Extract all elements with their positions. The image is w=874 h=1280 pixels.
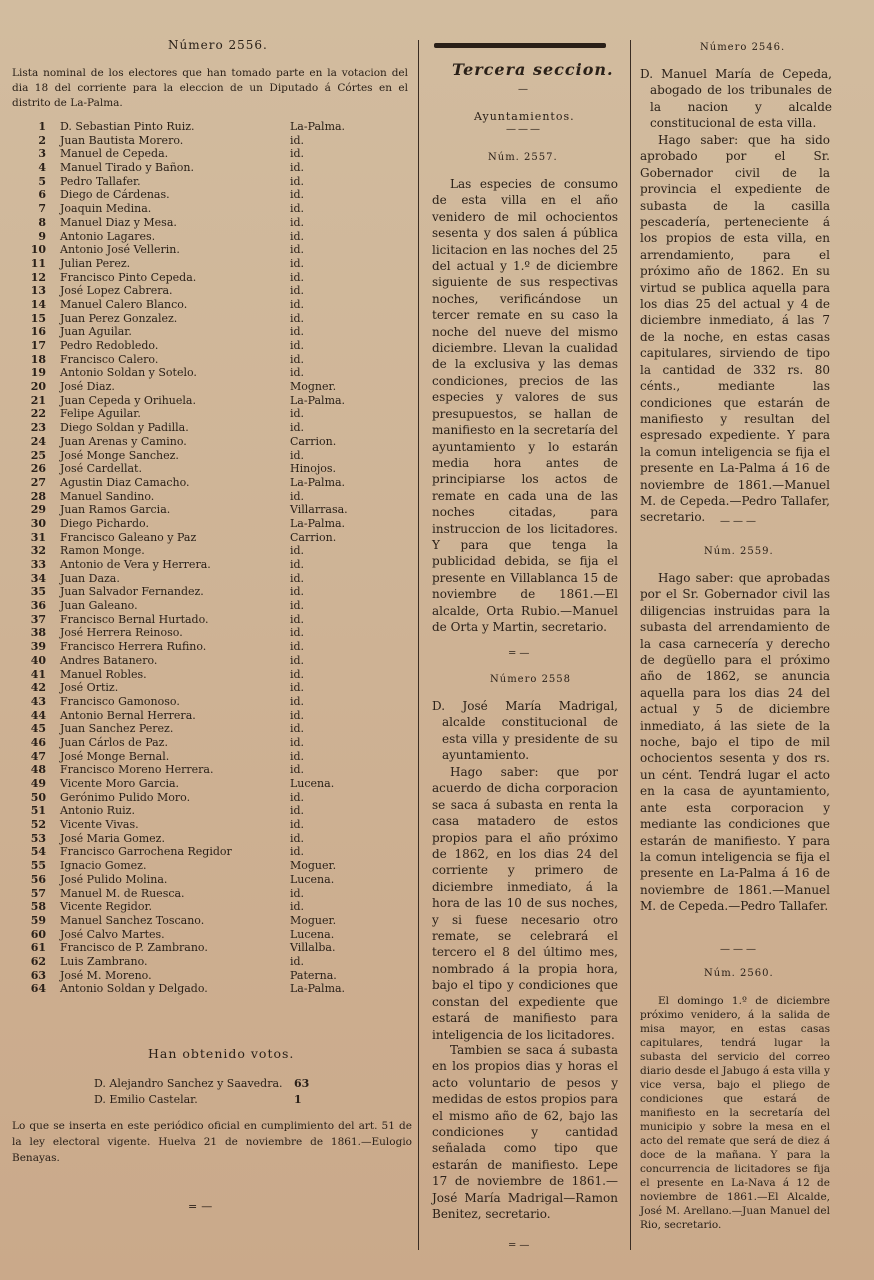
voter-place: La-Palma. (290, 982, 346, 996)
voter-row (8, 134, 368, 148)
voter-row (8, 175, 368, 189)
voter-row (8, 476, 368, 490)
voter-number: 29 (30, 503, 46, 517)
voter-number: 46 (30, 735, 46, 749)
ornament: =— (188, 1200, 217, 1213)
voter-place: id. (290, 243, 305, 257)
voter-row (8, 366, 368, 380)
voter-place: Mogner. (290, 380, 337, 394)
voter-name: Francisco de P. Zambrano. (60, 941, 208, 955)
voter-number: 63 (30, 968, 46, 982)
voter-row (8, 900, 368, 914)
voter-place: id. (290, 448, 305, 462)
voter-number: 56 (30, 872, 46, 886)
voter-row (8, 407, 368, 421)
voter-place: id. (290, 544, 305, 558)
voter-place: id. (290, 749, 305, 763)
voter-row (8, 161, 368, 175)
voter-row (8, 544, 368, 558)
voter-place: id. (290, 612, 305, 626)
voter-number: 3 (38, 147, 46, 161)
voter-place: id. (290, 708, 305, 722)
voter-place: id. (290, 585, 305, 599)
voter-row (8, 859, 368, 873)
voter-name: Juan Daza. (60, 571, 120, 585)
voter-row (8, 832, 368, 846)
voter-row (8, 887, 368, 901)
voter-name: Andres Batanero. (60, 653, 158, 667)
voter-place: id. (290, 284, 305, 298)
voter-name: Juan Aguilar. (60, 325, 132, 339)
voter-number: 31 (30, 530, 46, 544)
voter-row (8, 845, 368, 859)
voter-row (8, 531, 368, 545)
voter-name: Vicente Vivas. (60, 818, 139, 832)
voter-number: 50 (30, 790, 46, 804)
voter-number: 18 (30, 352, 46, 366)
voter-name: Manuel Calero Blanco. (60, 297, 188, 311)
voter-name: Antonio Lagares. (60, 229, 156, 243)
voter-place: Lucena. (290, 872, 335, 886)
voter-row (8, 353, 368, 367)
voter-name: Gerónimo Pulido Moro. (60, 790, 191, 804)
notice-text: Las especies de consumo de esta villa en el año venidero de mil ochocientos sesenta y dos salen á pública licitacion en las noches del 25 del actual y 1.º de diciembre siguiente de sus respectivas noches, verificándose un tercer remate en su caso la noche del nueve del mismo diciembre. Llevan la cualidad de la exclusiva y las demas condiciones, precios de las especies y valores de sus presupuestos, se hallan de manifiesto en la secretaría del ayuntamiento y lo estarán media hora antes de principiarse los actos de remate en cada una de las noches citadas, para instruccion de los licitadores. Y para que tenga la publicidad debida, se fija el presente en Villablanca 15 de noviembre de 1861.—El alcalde, Orta Rubio.—Manuel de Orta y Martin, secretario. (432, 177, 618, 634)
voter-name: Antonio Soldan y Sotelo. (60, 366, 197, 380)
voter-place: id. (290, 694, 305, 708)
voter-row (8, 681, 368, 695)
notice-number: Número 2546. (700, 42, 786, 53)
voter-row (8, 722, 368, 736)
vote-row (94, 1093, 198, 1106)
voter-number: 62 (30, 954, 46, 968)
voter-name: Antonio Ruiz. (60, 804, 135, 818)
voter-name: Francisco Calero. (60, 352, 159, 366)
voter-place: id. (290, 188, 305, 202)
voter-row (8, 914, 368, 928)
voter-number: 16 (30, 325, 46, 339)
voter-name: Antonio José Vellerin. (60, 243, 180, 257)
notice-heading: D. Manuel María de Cepeda, abogado de los tribunales de la nacion y alcalde constitucional de esta villa. (640, 67, 832, 131)
voter-number: 37 (30, 612, 46, 626)
voter-row (8, 654, 368, 668)
list-footer: Lo que se inserta en este periódico oficial en cumplimiento del art. 51 de la ley electoral vigente. Huelva 21 de noviembre de 1861.—Eulogio Benayas. (12, 1120, 412, 1164)
voter-name: Juan Bautista Morero. (60, 133, 184, 147)
voter-place: La-Palma. (290, 393, 346, 407)
voter-number: 53 (30, 831, 46, 845)
voter-row (8, 585, 368, 599)
voter-number: 64 (30, 982, 46, 996)
voter-name: José Ortiz. (60, 681, 119, 695)
voter-place: La-Palma. (290, 516, 346, 530)
voter-name: Juan Cárlos de Paz. (60, 735, 168, 749)
voter-name: José Herrera Reinoso. (60, 626, 183, 640)
voter-place: id. (290, 558, 305, 571)
voter-place: Lucena. (290, 927, 335, 941)
column-rule (418, 40, 419, 1250)
voter-number: 2 (38, 133, 46, 147)
voter-row (8, 613, 368, 627)
voter-name: Antonio de Vera y Herrera. (60, 558, 211, 571)
voter-row (8, 791, 368, 805)
voter-name: Joaquin Medina. (60, 202, 152, 216)
voter-row (8, 394, 368, 408)
notice-text: Hago saber: que por acuerdo de dicha corporacion se saca á subasta en renta la casa matadero de estos propios para el año próximo de 1862, en los dias 24 del corriente y primero de diciembre inmediato, á la hora de las 10 de sus noches, y si fuese necesario otro remate, se celebrará el tercero el 8 del último mes, nombrado á la propia hora, bajo el tipo y condiciones que constan del expediente que estará de manifiesto para inteligencia de los licitadores. (432, 765, 618, 1042)
voter-row (8, 572, 368, 586)
ornament: =— (508, 648, 533, 659)
voter-number: 40 (30, 653, 46, 667)
voter-row (8, 763, 368, 777)
voter-number: 60 (30, 927, 46, 941)
voter-row (8, 640, 368, 654)
voter-row (8, 818, 368, 832)
voter-row (8, 120, 368, 134)
voter-place: id. (290, 626, 305, 640)
voter-number: 52 (30, 818, 46, 832)
voter-place: id. (290, 735, 305, 749)
notice-number: Núm. 2557. (488, 152, 558, 163)
voter-number: 59 (30, 913, 46, 927)
voter-row (8, 873, 368, 887)
voter-number: 24 (30, 434, 46, 448)
voter-place: id. (290, 831, 305, 845)
voter-number: 19 (30, 366, 46, 380)
voter-name: Manuel Sandino. (60, 489, 155, 503)
voter-row (8, 298, 368, 312)
voter-row (8, 928, 368, 942)
voter-list (8, 120, 368, 996)
notice-number: Núm. 2560. (704, 968, 774, 979)
vote-count: 63 (294, 1077, 310, 1090)
voter-row (8, 188, 368, 202)
voter-number: 12 (30, 270, 46, 284)
voter-row (8, 955, 368, 969)
voter-name: José Diaz. (60, 380, 115, 394)
voter-number: 51 (30, 804, 46, 818)
voter-row (8, 147, 368, 161)
voter-place: id. (290, 161, 305, 175)
voter-place: id. (290, 339, 305, 352)
voter-name: Diego Pichardo. (60, 516, 149, 530)
notice-number: Número 2558 (490, 674, 572, 685)
voter-name: Antonio Bernal Herrera. (60, 708, 196, 722)
voter-number: 28 (30, 489, 46, 503)
voter-name: José Monge Bernal. (60, 749, 170, 763)
voter-place: id. (290, 667, 305, 681)
subsection-title: Ayuntamientos. (474, 110, 575, 123)
voter-row (8, 435, 368, 449)
voter-name: José Lopez Cabrera. (60, 284, 173, 298)
voter-number: 22 (30, 407, 46, 421)
voter-row (8, 558, 368, 572)
voter-name: José Monge Sanchez. (60, 448, 179, 462)
voter-place: id. (290, 202, 305, 216)
voter-name: Julian Perez. (60, 256, 131, 270)
voter-place: Villarrasa. (290, 503, 348, 517)
voter-number: 54 (30, 845, 46, 859)
voter-number: 20 (30, 380, 46, 394)
voter-place: Carrion. (290, 530, 337, 544)
voter-number: 6 (38, 188, 46, 202)
voter-name: José M. Moreno. (60, 968, 152, 982)
notice-number: Núm. 2559. (704, 546, 774, 557)
voter-number: 11 (30, 256, 46, 270)
voter-number: 42 (30, 681, 46, 695)
voter-row (8, 202, 368, 216)
voter-row (8, 626, 368, 640)
voter-number: 25 (30, 448, 46, 462)
list-intro: Lista nominal de los electores que han tomado parte en la votacion del dia 18 del corriente para la eleccion de un Diputado á Córtes en el distrito de La-Palma. (12, 67, 408, 109)
voter-row (8, 312, 368, 326)
voter-place: La-Palma. (290, 475, 346, 489)
voter-number: 9 (38, 229, 46, 243)
voter-place: Moguer. (290, 859, 337, 873)
voter-place: id. (290, 489, 305, 503)
voter-name: Agustin Diaz Camacho. (60, 475, 190, 489)
ornament: =— (508, 1240, 533, 1251)
notice-text: Hago saber: que ha sido aprobado por el Sr. Gobernador civil de la provincia el expediente de subasta de la casilla pescadería, perteneciente á los propios de esta villa, en arrendamiento, para el próximo año de 1862. En su virtud se publica aquella para los dias 25 del actual y 4 de diciembre inmediato, á las 7 de la noche, en estas casas capitulares, sirviendo de tipo la cantidad de 332 rs. 80 cénts., mediante las condiciones que estarán de manifiesto y resultan del espresado expediente. Y para la comun inteligencia se fija el presente en La-Palma á 16 de noviembre de 1861.—Manuel M. de Cepeda.—Pedro Tallafer, secretario. (640, 133, 830, 525)
voter-number: 33 (30, 558, 46, 571)
voter-row (8, 982, 368, 996)
voter-place: id. (290, 147, 305, 161)
voter-number: 44 (30, 708, 46, 722)
voter-place: id. (290, 229, 305, 243)
voter-place: id. (290, 311, 305, 325)
vote-name: D. Alejandro Sanchez y Saavedra. (94, 1077, 283, 1090)
voter-name: Ignacio Gomez. (60, 859, 147, 873)
voter-number: 14 (30, 297, 46, 311)
voter-number: 48 (30, 763, 46, 777)
voter-place: La-Palma. (290, 120, 346, 133)
notice-text: Hago saber: que aprobadas por el Sr. Gobernador civil las diligencias instruidas para la subasta del arrendamiento de la casa carnecería y derecho de degüello para el próximo año de 1862, se anuncia aquella para los dias 24 del actual y 5 de diciembre inmediato, á las siete de la noche, bajo el tipo de mil ochocientos sesenta y dos rs. un cént. Tendrá lugar el acto en la casa de ayuntamiento, ante esta corporacion y mediante las condiciones que estarán de manifiesto. Y para la comun inteligencia se fija el presente en La-Palma á 16 de noviembre de 1861.—Manuel M. de Cepeda.—Pedro Tallafer. (640, 571, 830, 914)
voter-name: D. Sebastian Pinto Ruiz. (60, 120, 195, 133)
header-bar (434, 43, 606, 48)
notice-text: El domingo 1.º de diciembre próximo venidero, á la salida de misa mayor, en estas casas capitulares, tendrá lugar la subasta del servicio del correo diario desde el Jabugo á esta villa y vice versa, bajo el pliego de condiciones que estará de manifiesto en la secretaría del municipio y sobre la mesa en el acto del remate que será de diez á doce de la mañana. Y para la concurrencia de licitadores se fija el presente en La-Nava á 12 de noviembre de 1861.—El Alcalde, José M. Arellano.—Juan Manuel del Rio, secretario. (640, 995, 830, 1231)
voter-name: Diego Soldan y Padilla. (60, 421, 189, 435)
voter-number: 23 (30, 421, 46, 435)
voter-name: Manuel Sanchez Toscano. (60, 913, 205, 927)
voter-name: Francisco Garrochena Regidor (60, 845, 232, 859)
voter-place: id. (290, 270, 305, 284)
voter-row (8, 449, 368, 463)
voter-number: 17 (30, 339, 46, 352)
voter-row (8, 750, 368, 764)
voter-place: id. (290, 174, 305, 188)
voter-place: id. (290, 133, 305, 147)
voter-number: 32 (30, 544, 46, 558)
voter-name: José Cardellat. (60, 462, 142, 476)
voter-name: Francisco Moreno Herrera. (60, 763, 214, 777)
voter-row (8, 462, 368, 476)
voter-row (8, 941, 368, 955)
voter-number: 58 (30, 900, 46, 914)
voter-name: Manuel de Cepeda. (60, 147, 169, 161)
notice-text: Tambien se saca á subasta en los propios dias y horas el acto voluntario de pesos y medidas de estos propios para el mismo año de 62, bajo las condiciones y cantidad señalada como tipo que estarán de manifiesto. Lepe 17 de noviembre de 1861.—José María Madrigal—Ramon Benitez, secretario. (432, 1043, 618, 1222)
voter-name: Juan Perez Gonzalez. (60, 311, 178, 325)
voter-number: 41 (30, 667, 46, 681)
voter-number: 15 (30, 311, 46, 325)
voter-name: Francisco Pinto Cepeda. (60, 270, 197, 284)
voter-place: id. (290, 653, 305, 667)
voter-row (8, 503, 368, 517)
voter-number: 13 (30, 284, 46, 298)
voter-number: 35 (30, 585, 46, 599)
voter-row (8, 969, 368, 983)
voter-place: id. (290, 763, 305, 777)
vote-count: 1 (294, 1093, 302, 1106)
voter-row (8, 709, 368, 723)
voter-name: Pedro Redobledo. (60, 339, 159, 352)
subsection-dash: ——— (506, 124, 542, 135)
voter-place: id. (290, 886, 305, 900)
voter-number: 38 (30, 626, 46, 640)
notice-heading: D. José María Madrigal, alcalde constitucional de esta villa y presidente de su ayuntamiento. (432, 699, 618, 763)
voter-place: Paterna. (290, 968, 337, 982)
voter-place: id. (290, 954, 305, 968)
voter-row (8, 243, 368, 257)
voter-number: 57 (30, 886, 46, 900)
column-rule (630, 40, 631, 1250)
voter-row (8, 216, 368, 230)
voter-place: id. (290, 818, 305, 832)
vote-name: D. Emilio Castelar. (94, 1093, 198, 1106)
voter-row (8, 284, 368, 298)
voter-number: 49 (30, 777, 46, 790)
voter-place: id. (290, 722, 305, 736)
voter-place: id. (290, 599, 305, 613)
voter-row (8, 804, 368, 818)
voter-number: 39 (30, 640, 46, 654)
voter-name: José Maria Gomez. (60, 831, 165, 845)
voter-name: Juan Ramos Garcia. (60, 503, 171, 517)
voter-name: Juan Arenas y Camino. (60, 434, 187, 448)
voter-row (8, 380, 368, 394)
voter-number: 55 (30, 859, 46, 873)
voter-row (8, 421, 368, 435)
voter-place: Hinojos. (290, 462, 336, 476)
voter-name: Francisco Galeano y Paz (60, 530, 197, 544)
voter-name: José Calvo Martes. (60, 927, 165, 941)
voter-place: id. (290, 804, 305, 818)
voter-place: Villalba. (290, 941, 336, 955)
voter-name: Pedro Tallafer. (60, 174, 141, 188)
voter-place: id. (290, 421, 305, 435)
voter-row (8, 736, 368, 750)
voter-name: Ramon Monge. (60, 544, 145, 558)
voter-row (8, 777, 368, 791)
voter-number: 27 (30, 475, 46, 489)
voter-name: Francisco Herrera Rufino. (60, 640, 207, 654)
voter-row (8, 257, 368, 271)
section-title: Tercera seccion. (452, 60, 614, 79)
voter-number: 8 (38, 215, 46, 229)
voter-row (8, 271, 368, 285)
voter-name: Manuel Robles. (60, 667, 147, 681)
voter-place: Carrion. (290, 434, 337, 448)
voter-place: id. (290, 845, 305, 859)
section-dash: — (518, 84, 528, 95)
voter-name: Antonio Soldan y Delgado. (60, 982, 208, 996)
voter-number: 7 (38, 202, 46, 216)
ornament: ——— (720, 944, 759, 955)
voter-place: id. (290, 900, 305, 914)
vote-row (94, 1077, 283, 1090)
voter-name: Francisco Bernal Hurtado. (60, 612, 209, 626)
voter-place: id. (290, 256, 305, 270)
voter-name: Manuel Tirado y Bañon. (60, 161, 194, 175)
voter-place: Lucena. (290, 777, 335, 790)
voter-place: id. (290, 571, 305, 585)
voter-place: id. (290, 325, 305, 339)
voter-row (8, 339, 368, 353)
voter-number: 5 (38, 174, 46, 188)
voter-place: id. (290, 352, 305, 366)
voter-place: Moguer. (290, 913, 337, 927)
voter-name: Vicente Regidor. (60, 900, 153, 914)
voter-name: Luis Zambrano. (60, 954, 148, 968)
voter-place: id. (290, 681, 305, 695)
voter-name: Juan Sanchez Perez. (60, 722, 174, 736)
voter-place: id. (290, 407, 305, 421)
voter-number: 21 (30, 393, 46, 407)
voter-row (8, 668, 368, 682)
voter-number: 34 (30, 571, 46, 585)
voter-number: 10 (30, 243, 46, 257)
voter-name: Francisco Gamonoso. (60, 694, 180, 708)
voter-number: 1 (38, 120, 46, 133)
voter-number: 61 (30, 941, 46, 955)
voter-name: Diego de Cárdenas. (60, 188, 170, 202)
voter-place: id. (290, 790, 305, 804)
voter-row (8, 599, 368, 613)
voter-place: id. (290, 366, 305, 380)
voter-place: id. (290, 640, 305, 654)
voter-name: Juan Salvador Fernandez. (60, 585, 204, 599)
voter-name: Juan Cepeda y Orihuela. (60, 393, 196, 407)
voter-number: 4 (38, 161, 46, 175)
voter-number: 47 (30, 749, 46, 763)
voter-row (8, 695, 368, 709)
ornament: ——— (720, 516, 759, 527)
voter-name: Felipe Aguilar. (60, 407, 141, 421)
voter-name: Vicente Moro Garcia. (60, 777, 180, 790)
voter-number: 30 (30, 516, 46, 530)
voter-number: 36 (30, 599, 46, 613)
voter-name: José Pulido Molina. (60, 872, 168, 886)
voter-row (8, 490, 368, 504)
voter-number: 45 (30, 722, 46, 736)
voter-name: Juan Galeano. (60, 599, 138, 613)
voter-place: id. (290, 215, 305, 229)
votes-title: Han obtenido votos. (148, 1046, 295, 1061)
voter-name: Manuel M. de Ruesca. (60, 886, 185, 900)
voter-row (8, 230, 368, 244)
voter-number: 43 (30, 694, 46, 708)
voter-name: Manuel Diaz y Mesa. (60, 215, 177, 229)
voter-row (8, 517, 368, 531)
number-heading: Número 2556. (168, 38, 268, 52)
voter-number: 26 (30, 462, 46, 476)
voter-row (8, 325, 368, 339)
voter-place: id. (290, 297, 305, 311)
